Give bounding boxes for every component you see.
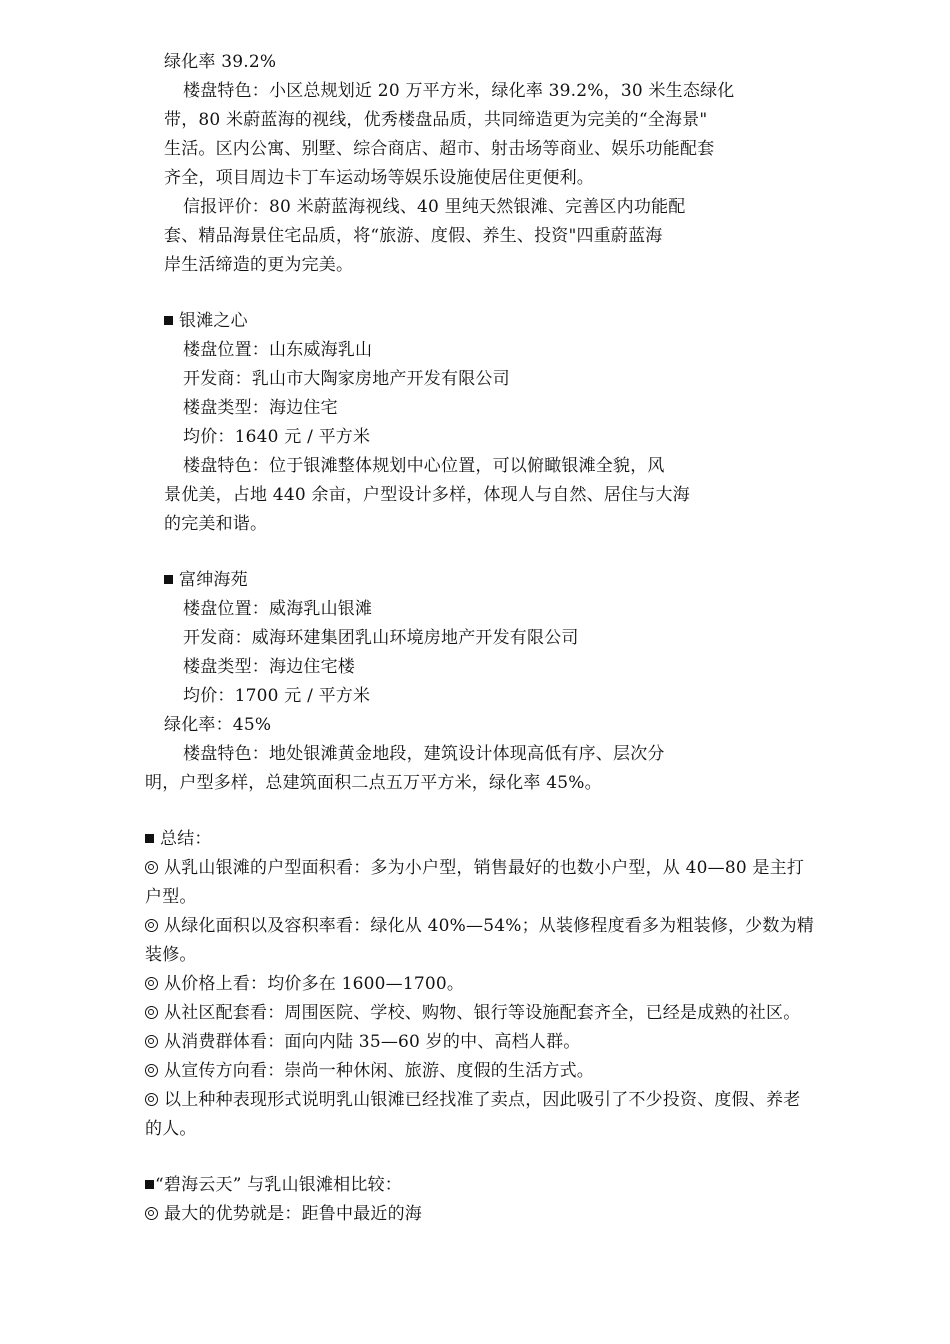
developer-line: 开发商：乳山市大陶家房地产开发有限公司	[183, 369, 510, 389]
section-heading	[145, 1175, 402, 1195]
location-line: 楼盘位置：山东威海乳山	[183, 340, 373, 360]
feature-line: 的完美和谐。	[164, 514, 268, 534]
feature-line: 明，户型多样，总建筑面积二点五万平方米，绿化率 45%。	[145, 773, 602, 793]
square-bullet-icon	[145, 834, 154, 843]
compare-item: 最大的优势就是：距鲁中最近的海	[145, 1204, 422, 1224]
summary-item: 从宣传方向看：崇尚一种休闲、旅游、度假的生活方式。	[145, 1061, 594, 1081]
section-title: 银滩之心	[179, 311, 248, 331]
feature-line: 带，80 米蔚蓝海的视线，优秀楼盘品质，共同缔造更为完美的“全海景"	[164, 110, 708, 130]
summary-item: 从社区配套看：周围医院、学校、购物、银行等设施配套齐全，已经是成熟的社区。	[145, 1003, 800, 1023]
double-circle-icon	[145, 861, 158, 874]
summary-item: 从消费群体看：面向内陆 35—60 岁的中、高档人群。	[145, 1032, 580, 1052]
section-heading	[145, 829, 212, 849]
section-title: “碧海云天” 与乳山银滩相比较：	[155, 1175, 402, 1195]
price-line: 均价：1700 元 / 平方米	[183, 686, 371, 706]
type-line: 楼盘类型：海边住宅楼	[183, 657, 355, 677]
type-line: 楼盘类型：海边住宅	[183, 398, 338, 418]
square-bullet-icon	[164, 316, 173, 325]
feature-line: 齐全，项目周边卡丁车运动场等娱乐设施使居住更便利。	[164, 168, 594, 188]
summary-item: 从价格上看：均价多在 1600—1700。	[145, 974, 464, 994]
summary-item: 以上种种表现形式说明乳山银滩已经找准了卖点，因此吸引了不少投资、度假、养老	[145, 1090, 800, 1110]
feature-line: 楼盘特色：地处银滩黄金地段，建筑设计体现高低有序、层次分	[183, 744, 665, 764]
feature-line: 楼盘特色：位于银滩整体规划中心位置，可以俯瞰银滩全貌，风	[183, 456, 665, 476]
section-heading	[164, 311, 248, 331]
section-title: 富绅海苑	[179, 570, 248, 590]
feature-line: 生活。区内公寓、别墅、综合商店、超市、射击场等商业、娱乐功能配套	[164, 139, 715, 159]
green-rate-line: 绿化率 39.2%	[164, 52, 277, 72]
double-circle-icon	[145, 1035, 158, 1048]
review-line: 岸生活缔造的更为完美。	[164, 255, 354, 275]
summary-item-continuation: 装修。	[145, 945, 197, 965]
section-heading	[164, 570, 248, 590]
price-line: 均价：1640 元 / 平方米	[183, 427, 371, 447]
review-line: 套、精品海景住宅品质，将“旅游、度假、养生、投资"四重蔚蓝海	[164, 226, 663, 246]
green-rate-line: 绿化率：45%	[164, 715, 272, 735]
double-circle-icon	[145, 919, 158, 932]
square-bullet-icon	[164, 575, 173, 584]
double-circle-icon	[145, 1093, 158, 1106]
summary-item: 从绿化面积以及容积率看：绿化从 40%—54%；从装修程度看多为粗装修，少数为精	[145, 916, 814, 936]
double-circle-icon	[145, 1207, 158, 1220]
double-circle-icon	[145, 1006, 158, 1019]
summary-item: 从乳山银滩的户型面积看：多为小户型，销售最好的也数小户型，从 40—80 是主打	[145, 858, 804, 878]
developer-line: 开发商：威海环建集团乳山环境房地产开发有限公司	[183, 628, 579, 648]
square-bullet-icon	[145, 1180, 154, 1189]
review-line: 信报评价：80 米蔚蓝海视线、40 里纯天然银滩、完善区内功能配	[183, 197, 686, 217]
double-circle-icon	[145, 977, 158, 990]
double-circle-icon	[145, 1064, 158, 1077]
feature-line: 楼盘特色：小区总规划近 20 万平方米，绿化率 39.2%，30 米生态绿化	[183, 81, 735, 101]
feature-line: 景优美，占地 440 余亩，户型设计多样，体现人与自然、居住与大海	[164, 485, 690, 505]
summary-item-continuation: 的人。	[145, 1119, 197, 1139]
location-line: 楼盘位置：威海乳山银滩	[183, 599, 373, 619]
summary-item-continuation: 户型。	[145, 887, 197, 907]
section-title: 总结：	[160, 829, 212, 849]
